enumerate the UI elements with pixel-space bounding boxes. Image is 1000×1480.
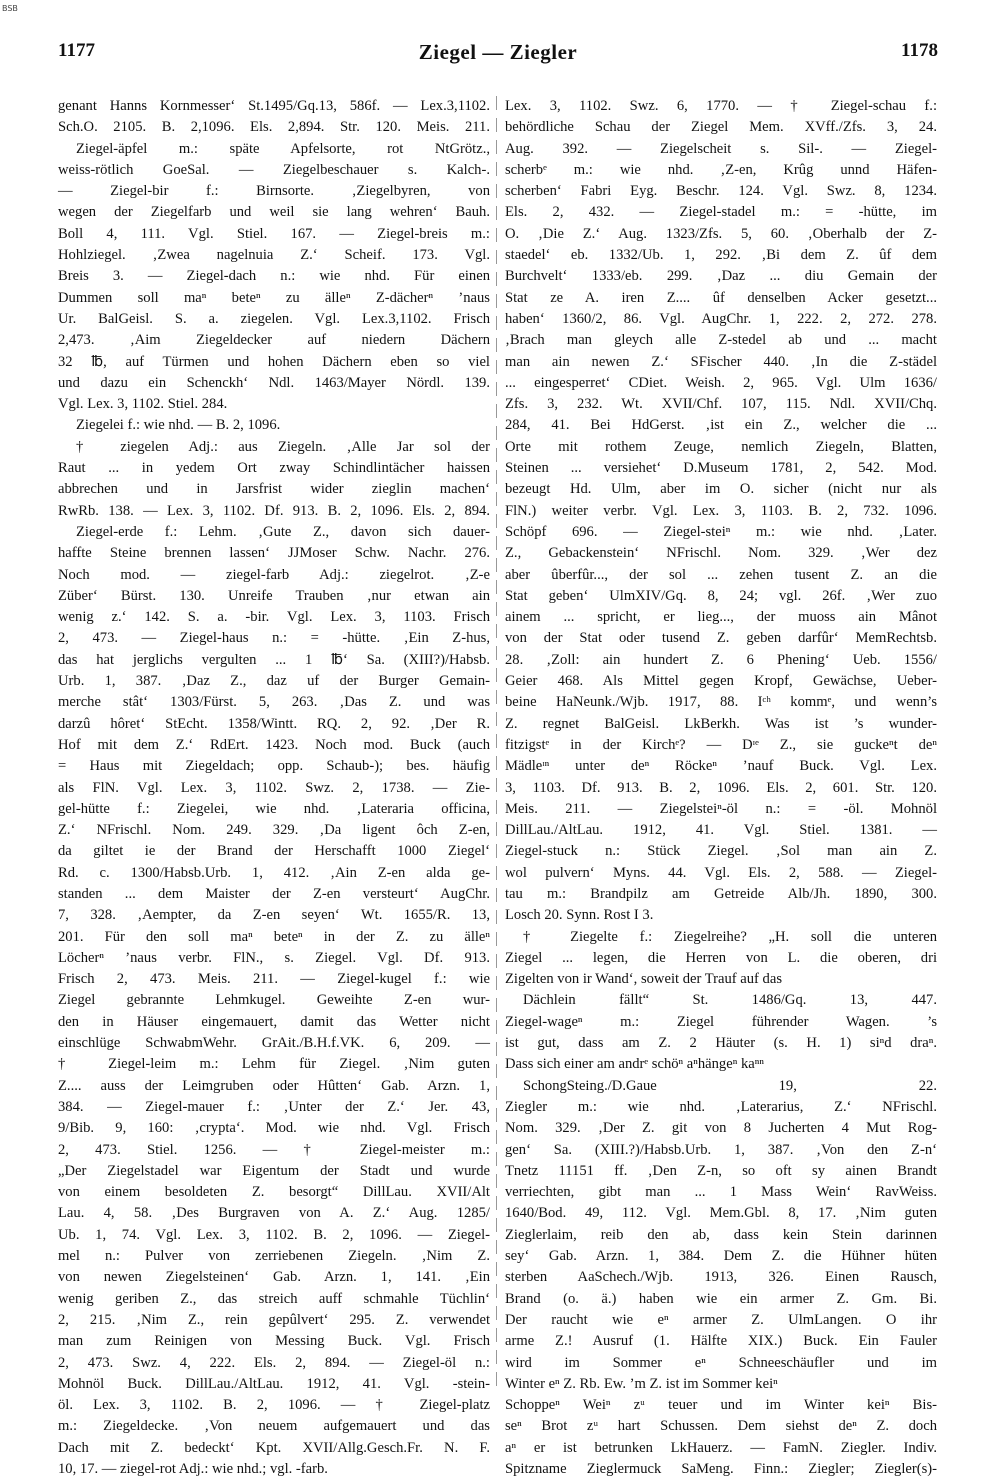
text-line: das hat jerglichs vergulten ... 1 ℔‘ Sa. (XIII?)/Habsb. bbox=[58, 651, 490, 668]
text-line: Z., Gebackenstein‘ NFrischl. Nom. 329. ‚Wer dez bbox=[505, 545, 937, 562]
text-line: einschlüge SchwabmWehr. GrAit./B.H.f.VK. 6, 209. — bbox=[58, 1035, 490, 1052]
text-line: wenig geriben Z., das streich auff schmahle Tüchlin‘ bbox=[58, 1290, 490, 1307]
text-line: gel-hütte f.: Ziegelei, wie nhd. ‚Lateraria officina, bbox=[58, 800, 490, 817]
text-line: von newen Ziegelsteinen‘ Gab. Arzn. 1, 141. ‚Ein bbox=[58, 1269, 490, 1286]
text-line: Dass sich einer am andrᵉ schöⁿ aⁿhängeⁿ kaⁿⁿ bbox=[505, 1056, 764, 1073]
text-line: arme Z.! Ausruf (1. Hälfte XIX.) Buck. Ein Fauler bbox=[505, 1333, 937, 1350]
text-line: 2, 473. Stiel. 1256. — † Ziegel-meister m.: bbox=[58, 1141, 490, 1158]
text-line: † Ziegelte f.: Ziegelreihe? „H. soll die unteren bbox=[523, 928, 937, 945]
text-line: Schoppeⁿ Weiⁿ zᵘ teuer und im Winter keiⁿ Bis- bbox=[505, 1397, 937, 1414]
text-line: man ain newen Z.‘ SFischer 440. ‚In die Z-städel bbox=[505, 353, 937, 370]
text-line: 7, 328. ‚Aempter, da Z-en seyen‘ Wt. 1655/R. 13, bbox=[58, 907, 490, 924]
text-line: Winter eⁿ Z. Rb. Ew. ’m Z. ist im Sommer keiⁿ bbox=[505, 1375, 778, 1392]
text-line: SchongSteing./D.Gaue 19, 22. bbox=[523, 1077, 937, 1094]
text-line: weiss-rötlich GoeSal. — Ziegelbeschauer s. Kalch-. bbox=[58, 161, 490, 178]
text-line: Brand (o. ä.) haben wie ein armer Z. Gm. Bi. bbox=[505, 1290, 937, 1307]
text-line: Geier 468. Als Mittel gegen Kropf, Gewächse, Ueber- bbox=[505, 673, 937, 690]
text-line: tau m.: Brandpilz am Getreide Alb/Jh. 1890, 300. bbox=[505, 885, 937, 902]
text-line: Urb. 1, 387. ‚Daz Z., daz uf der Burger Gemain- bbox=[58, 673, 490, 690]
text-line: seⁿ Brot zᵘ hart Schussen. Dem siehst deⁿ Z. doch bbox=[505, 1418, 937, 1435]
text-line: 2,473. ‚Aim Ziegeldecker auf niedern Dächern bbox=[58, 332, 490, 349]
text-line: sterben AaSchech./Wjb. 1913, 326. Einen Rausch, bbox=[505, 1269, 937, 1286]
text-line: Burchvelt‘ 1333/eb. 299. ‚Daz ... diu Gemain der bbox=[505, 268, 937, 285]
text-line: mel n.: Pulver von zerriebenen Ziegeln. ‚Nim Z. bbox=[58, 1248, 490, 1265]
text-line: Züber‘ Bürst. 130. Unreife Trauben ‚nur etwan ain bbox=[58, 587, 490, 604]
text-line: von der Stat oder tusend Z. geben darfûr‘ MemRechtsb. bbox=[505, 630, 937, 647]
text-line: † Ziegel-leim m.: Lehm für Ziegel. ‚Nim guten bbox=[58, 1056, 490, 1073]
text-line: Dächlein fällt“ St. 1486/Gq. 13, 447. bbox=[523, 992, 937, 1009]
text-line: Ziegel-wageⁿ m.: Ziegel führender Wagen. ’s bbox=[505, 1013, 937, 1030]
text-line: wird im Sommer eⁿ Schneeschäufler und im bbox=[505, 1354, 937, 1371]
text-line: scherben‘ Fabri Eyg. Beschr. 124. Vgl. Swz. 8, 1234. bbox=[505, 183, 937, 200]
text-line: DillLau./AltLau. 1912, 41. Vgl. Stiel. 1381. — bbox=[505, 822, 937, 839]
text-line: Mohnöl Buck. DillLau./AltLau. 1912, 41. Vgl. -stein- bbox=[58, 1375, 490, 1392]
text-line: Losch 20. Synn. Rost I 3. bbox=[505, 907, 654, 924]
text-line: Ziegel-stuck n.: Stück Ziegel. ‚Sol man ain Z. bbox=[505, 843, 937, 860]
text-line: haffte Steine brennen lassen‘ JJMoser Schw. Nachr. 276. bbox=[58, 545, 490, 562]
text-line: Noch mod. — ziegel-farb Adj.: ziegelrot. ‚Z-e bbox=[58, 566, 490, 583]
text-line: Boll 4, 111. Vgl. Stiel. 167. — Ziegel-breis m.: bbox=[58, 225, 490, 242]
text-line: Z.... auss der Leimgruben oder Hûtten‘ Gab. Arzn. 1, bbox=[58, 1077, 490, 1094]
text-line: Zfs. 3, 232. Wt. XVII/Chf. 107, 115. Ndl. XVII/Chq. bbox=[505, 396, 937, 413]
text-line: Frisch 2, 473. Meis. 211. — Ziegel-kugel f.: wie bbox=[58, 971, 490, 988]
text-line: Hof mit dem Z.‘ RdErt. 1423. Noch mod. Buck (auch bbox=[58, 736, 490, 753]
text-line: Der raucht wie eⁿ armer Z. UlmLangen. O ihr bbox=[505, 1311, 937, 1328]
text-line: 2, 215. ‚Nim Z., rein gepûlvert‘ 295. Z. verwendet bbox=[58, 1311, 490, 1328]
text-line: Raut ... in yedem Ort zway Schindlintächer haissen bbox=[58, 460, 490, 477]
text-line: 384. — Ziegel-mauer f.: ‚Unter der Z.‘ Jer. 43, bbox=[58, 1098, 490, 1115]
text-line: da giltet ie der Brand der Herschafft 1000 Ziegel‘ bbox=[58, 843, 490, 860]
text-line: aⁿ er ist betrunken LkHauerz. — FamN. Ziegler. Indiv. bbox=[505, 1439, 937, 1456]
text-line: Z. regnet BalGeisl. LkBerkh. Was ist ’s wunder- bbox=[505, 715, 937, 732]
text-line: behördliche Schau der Ziegel Mem. XVff./Zfs. 3, 24. bbox=[505, 119, 937, 136]
text-line: Nom. 329. ‚Der Z. git von 8 Jucherten 4 Mut Rog- bbox=[505, 1120, 937, 1137]
column-divider bbox=[496, 96, 497, 1386]
text-line: 2, 473. Swz. 4, 222. Els. 2, 894. — Ziegel-öl n.: bbox=[58, 1354, 490, 1371]
text-line: Breis 3. — Ziegel-dach n.: wie nhd. Für einen bbox=[58, 268, 490, 285]
text-line: 284, 41. Bei HdGerst. ‚ist ein Z., welcher die ... bbox=[505, 417, 937, 434]
text-line: von einem besoldeten Z. besorgt“ DillLau. XVII/Alt bbox=[58, 1184, 490, 1201]
text-line: den in Häuser eingemauert, damit das Wetter nicht bbox=[58, 1013, 490, 1030]
text-line: Zigelten von ir Wand‘, soweit der Trauf auf das bbox=[505, 971, 782, 988]
text-line: Ziegel ... legen, die Herren von L. die oberen, dri bbox=[505, 949, 937, 966]
text-line: „Der Ziegelstadel war Eigentum der Stadt und wurde bbox=[58, 1162, 490, 1179]
text-line: gen‘ Sa. (XIII.?)/Habsb.Urb. 1, 387. ‚Von den Z-n‘ bbox=[505, 1141, 937, 1158]
running-title: Ziegel — Ziegler bbox=[418, 40, 578, 64]
text-line: wegen der Ziegelfarb und weil sie lang wehren‘ Bauh. bbox=[58, 204, 490, 221]
text-line: Tnetz 11151 ff. ‚Den Z-n, so oft sy ainen Brandt bbox=[505, 1162, 937, 1179]
text-line: als FlN. Vgl. Lex. 3, 1102. Swz. 2, 1738. — Zie- bbox=[58, 779, 490, 796]
text-line: Ziegler m.: wie nhd. ‚Laterarius, Z.‘ NFrischl. bbox=[505, 1098, 937, 1115]
text-line: Dach mit Z. bedeckt‘ Kpt. XVII/Allg.Gesch.Fr. N. F. bbox=[58, 1439, 490, 1456]
left-column bbox=[58, 96, 490, 1477]
text-line: sey‘ Gab. Arzn. 1, 384. Dem Z. die Hühner hüten bbox=[505, 1248, 937, 1265]
text-line: scherbᵉ m.: wie nhd. ‚Z-en, Krûg unnd Häfen- bbox=[505, 161, 937, 178]
text-line: abbrechen und in Jarsfrist wider zieglin machen‘ bbox=[58, 481, 490, 498]
text-line: Meis. 211. — Ziegelsteiⁿ-öl n.: = -öl. Mohnöl bbox=[505, 800, 937, 817]
text-line: 28. ‚Zoll: ain hundert Z. 6 Phening‘ Ueb. 1556/ bbox=[505, 651, 937, 668]
text-line: 32 ℔, auf Türmen und hohen Dächern eben so viel bbox=[58, 353, 490, 370]
text-line: m.: Ziegeldecke. ‚Von neuem aufgemauert und das bbox=[58, 1418, 490, 1435]
text-line: verriechten, gibt man ... 1 Mass Wein‘ RavWeiss. bbox=[505, 1184, 937, 1201]
left-page-number: 1177 bbox=[58, 40, 95, 61]
text-line: Aug. 392. — Ziegelscheit s. Sil-. — Ziegel- bbox=[505, 140, 937, 157]
text-line: Ziegel gebrannte Lehmkugel. Geweihte Z-en wur- bbox=[58, 992, 490, 1009]
text-line: 9/Bib. 9, 160: ‚crypta‘. Mod. wie nhd. Vgl. Frisch bbox=[58, 1120, 490, 1137]
text-line: ainem ... spricht, er lieg..., der muoss ain Mânot bbox=[505, 609, 937, 626]
text-line: Ziegel-äpfel m.: späte Apfelsorte, rot NtGrötz., bbox=[76, 140, 490, 157]
text-line: und dazu ein Schenckh‘ Ndl. 1463/Mayer Nördl. 139. bbox=[58, 374, 490, 391]
text-line: ... eingesperret‘ CDiet. Weish. 2, 965. Vgl. Ulm 1636/ bbox=[505, 374, 937, 391]
text-line: RwRb. 138. — Lex. 3, 1102. Df. 913. B. 2, 1096. Els. 2, 894. bbox=[58, 502, 490, 519]
library-stamp: BSB bbox=[2, 4, 18, 13]
text-line: haben‘ 1360/2, 86. Vgl. AugChr. 1, 222. 2, 272. 278. bbox=[505, 310, 937, 327]
text-line: 3, 1103. Df. 913. B. 2, 1096. Els. 2, 601. Str. 120. bbox=[505, 779, 937, 796]
text-line: standen ... dem Maister der Z-en versteurt‘ AugChr. bbox=[58, 885, 490, 902]
text-line: Els. 2, 432. — Ziegel-stadel m.: = -hütte, im bbox=[505, 204, 937, 221]
text-line: = Haus mit Ziegeldach; opp. Schaub-); bes. häufig bbox=[58, 758, 490, 775]
text-line: Rd. c. 1300/Habsb.Urb. 1, 412. ‚Ain Z-en alda ge- bbox=[58, 864, 490, 881]
text-line: Stat geben‘ UlmXIV/Gq. 8, 24; vgl. 26f. ‚Wer zuo bbox=[505, 587, 937, 604]
text-line: 10, 17. — ziegel-rot Adj.: wie nhd.; vgl. -farb. bbox=[58, 1461, 328, 1477]
text-line: 201. Für den soll maⁿ beteⁿ in der Z. zu älleⁿ bbox=[58, 928, 490, 945]
text-line: Lex. 3, 1102. Swz. 6, 1770. — † Ziegel-schau f.: bbox=[505, 98, 937, 114]
text-line: Zieglerlaim, reib den ab, dass kein Stein darinnen bbox=[505, 1226, 937, 1243]
text-line: aber ûberfûr..., der sol ... zehen tusent Z. an die bbox=[505, 566, 937, 583]
text-line: ‚Brach man gleych alle Z-stedel ab und ... macht bbox=[505, 332, 937, 349]
text-line: — Ziegel-bir f.: Birnsorte. ‚Ziegelbyren, von bbox=[58, 183, 490, 200]
page-header bbox=[58, 40, 938, 70]
text-line: FlN.) weiter verbr. Vgl. Lex. 3, 1103. B. 2, 732. 1096. bbox=[505, 502, 937, 519]
text-line: öl. Lex. 3, 1102. B. 2, 1096. — † Ziegel-platz bbox=[58, 1397, 490, 1414]
text-line: 1640/Bod. 49, 112. Vgl. Mem.Gbl. 8, 17. ‚Nim guten bbox=[505, 1205, 937, 1222]
text-line: beine HaNeunk./Wjb. 1917, 88. Iᶜʰ kommᵉ, und wenn’s bbox=[505, 694, 937, 711]
text-line: Spitzname Zieglermuck SaMeng. Finn.: Ziegler; Ziegler(s)- bbox=[505, 1461, 937, 1477]
text-line: wol pulvern‘ Myns. 44. Vgl. Els. 2, 588. — Ziegel- bbox=[505, 864, 937, 881]
text-line: Ziegel-erde f.: Lehm. ‚Gute Z., davon sich dauer- bbox=[76, 523, 490, 540]
text-line: Dummen soll maⁿ beteⁿ zu älleⁿ Z-dächerⁿ ’naus bbox=[58, 289, 490, 306]
text-line: fitzigstᵉ in der Kirchᵉ? — Dᶦᵉ Z., sie guckeⁿt deⁿ bbox=[505, 736, 937, 753]
text-line: Mädleᶦⁿ unter deⁿ Röckeⁿ ’nauf Buck. Vgl. Lex. bbox=[505, 758, 937, 775]
text-line: man zum Reinigen von Messing Buck. Vgl. Frisch bbox=[58, 1333, 490, 1350]
text-line: wenig z.‘ 142. S. a. -bir. Vgl. Lex. 3, 1103. Frisch bbox=[58, 609, 490, 626]
text-line: Lau. 4, 58. ‚Des Burgraven von A. Z.‘ Aug. 1285/ bbox=[58, 1205, 490, 1222]
text-line: Stat ze A. iren Z.... ûf denselben Acker gesetzt... bbox=[505, 289, 937, 306]
text-line: bezeugt Hd. Ulm, aber im O. sicher (nicht nur als bbox=[505, 481, 937, 498]
text-line: Ub. 1, 74. Vgl. Lex. 3, 1102. B. 2, 1096. — Ziegel- bbox=[58, 1226, 490, 1243]
text-line: Löcherⁿ ’naus verbr. FlN., s. Ziegel. Vgl. Df. 913. bbox=[58, 949, 490, 966]
text-line: 2, 473. — Ziegel-haus n.: = -hütte. ‚Ein Z-hus, bbox=[58, 630, 490, 647]
text-line: genant Hanns Kornmesser‘ St.1495/Gq.13, 586f. — Lex.3,1102. bbox=[58, 98, 490, 114]
text-line: Z.‘ NFrischl. Nom. 249. 329. ‚Da ligent ôch Z-en, bbox=[58, 822, 490, 839]
text-line: O. ‚Die Z.‘ Aug. 1323/Zfs. 5, 60. ‚Oberhalb der Z- bbox=[505, 225, 937, 242]
text-line: darzû hôret‘ StEcht. 1358/Wintt. RQ. 2, 92. ‚Der R. bbox=[58, 715, 490, 732]
text-line: † ziegelen Adj.: aus Ziegeln. ‚Alle Jar sol der bbox=[76, 438, 490, 455]
text-line: Orte mit rothem Zeuge, nemlich Ziegeln, Blatten, bbox=[505, 438, 937, 455]
text-line: Steinen ... versiehet‘ D.Museum 1781, 2, 542. Mod. bbox=[505, 460, 937, 477]
right-column bbox=[505, 96, 937, 1477]
text-line: Ur. BalGeisl. S. a. ziegelen. Vgl. Lex.3,1102. Frisch bbox=[58, 310, 490, 327]
text-line: Hohlziegel. ‚Zwea nagelnuia Z.‘ Scheif. 173. Vgl. bbox=[58, 247, 490, 264]
text-line: ist gut, dass am Z. 2 Häuter (s. H. 1) siⁿd draⁿ. bbox=[505, 1035, 937, 1052]
text-line: Ziegelei f.: wie nhd. — B. 2, 1096. bbox=[76, 417, 281, 434]
text-line: Schöpf 696. — Ziegel-steiⁿ m.: wie nhd. ‚Later. bbox=[505, 523, 937, 540]
text-line: Sch.O. 2105. B. 2,1096. Els. 2,894. Str. 120. Meis. 211. bbox=[58, 119, 490, 136]
right-page-number: 1178 bbox=[901, 40, 938, 61]
text-line: Vgl. Lex. 3, 1102. Stiel. 284. bbox=[58, 396, 228, 413]
text-line: staedel‘ eb. 1332/Ub. 1, 292. ‚Bi dem Z. ûf dem bbox=[505, 247, 937, 264]
text-line: merche stât‘ 1303/Fürst. 5, 263. ‚Das Z. und was bbox=[58, 694, 490, 711]
